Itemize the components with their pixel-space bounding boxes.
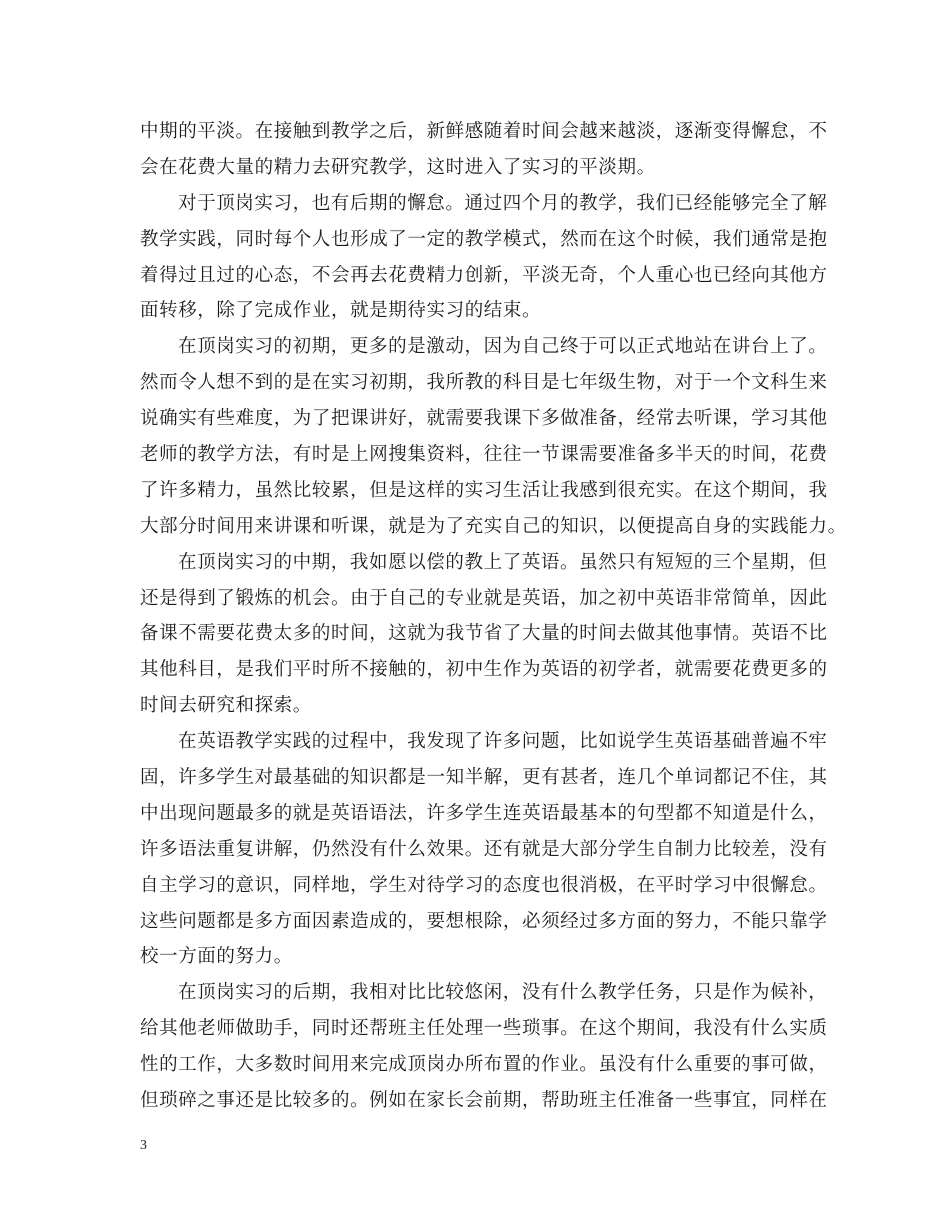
text-line: 大部分时间用来讲课和听课，就是为了充实自己的知识，以便提高自身的实践能力。 <box>140 515 847 537</box>
text-line: 其他科目，是我们平时所不接触的，初中生作为英语的初学者，就需要花费更多的 <box>140 659 828 681</box>
text-line: 给其他老师做助手，同时还帮班主任处理一些琐事。在这个期间，我没有什么实质 <box>140 1018 828 1040</box>
text-line: 自主学习的意识，同样地，学生对待学习的态度也很消极，在平时学习中很懈怠。 <box>140 874 828 896</box>
text-line: 还是得到了锻炼的机会。由于自己的专业就是英语，加之初中英语非常简单，因此 <box>140 587 828 609</box>
text-line: 性的工作，大多数时间用来完成顶岗办所布置的作业。虽没有什么重要的事可做， <box>140 1054 828 1076</box>
text-line: 校一方面的努力。 <box>140 946 293 968</box>
text-line: 了许多精力，虽然比较累，但是这样的实习生活让我感到很充实。在这个期间，我 <box>140 479 828 501</box>
text-line: 然而令人想不到的是在实习初期，我所教的科目是七年级生物，对于一个文科生来 <box>140 372 828 394</box>
text-line: 备课不需要花费太多的时间，这就为我节省了大量的时间去做其他事情。英语不比 <box>140 623 828 645</box>
text-line: 许多语法重复讲解，仍然没有什么效果。还有就是大部分学生自制力比较差，没有 <box>140 838 828 860</box>
text-line: 面转移，除了完成作业，就是期待实习的结束。 <box>140 300 542 322</box>
text-line: 会在花费大量的精力去研究教学，这时进入了实习的平淡期。 <box>140 156 656 178</box>
text-line: 在顶岗实习的中期，我如愿以偿的教上了英语。虽然只有短短的三个星期，但 <box>178 551 828 573</box>
text-line: 在英语教学实践的过程中，我发现了许多问题，比如说学生英语基础普遍不牢 <box>178 731 828 753</box>
text-line: 说确实有些难度，为了把课讲好，就需要我课下多做准备，经常去听课，学习其他 <box>140 408 828 430</box>
text-line: 老师的教学方法，有时是上网搜集资料，往往一节课需要准备多半天的时间，花费 <box>140 444 828 466</box>
text-line: 中期的平淡。在接触到教学之后，新鲜感随着时间会越来越淡，逐渐变得懈怠，不 <box>140 121 828 142</box>
page-number: 3 <box>140 1138 147 1153</box>
text-line: 着得过且过的心态，不会再去花费精力创新，平淡无奇，个人重心也已经向其他方 <box>140 264 828 286</box>
text-line: 中出现问题最多的就是英语语法，许多学生连英语最基本的句型都不知道是什么， <box>140 802 828 824</box>
text-line: 在顶岗实习的后期，我相对比比较悠闲，没有什么教学任务，只是作为候补， <box>178 982 828 1004</box>
text-line: 在顶岗实习的初期，更多的是激动，因为自己终于可以正式地站在讲台上了。 <box>178 336 828 358</box>
body-text <box>140 114 847 1119</box>
text-line: 固，许多学生对最基础的知识都是一知半解，更有甚者，连几个单词都记不住，其 <box>140 767 828 789</box>
text-line: 时间去研究和探索。 <box>140 695 312 717</box>
text-line: 对于顶岗实习，也有后期的懈怠。通过四个月的教学，我们已经能够完全了解 <box>178 192 828 214</box>
text-line: 但琐碎之事还是比较多的。例如在家长会前期，帮助班主任准备一些事宜，同样在 <box>140 1090 828 1112</box>
text-line: 教学实践，同时每个人也形成了一定的教学模式，然而在这个时候，我们通常是抱 <box>140 228 828 250</box>
text-line: 这些问题都是多方面因素造成的，要想根除，必须经过多方面的努力，不能只靠学 <box>140 910 828 932</box>
